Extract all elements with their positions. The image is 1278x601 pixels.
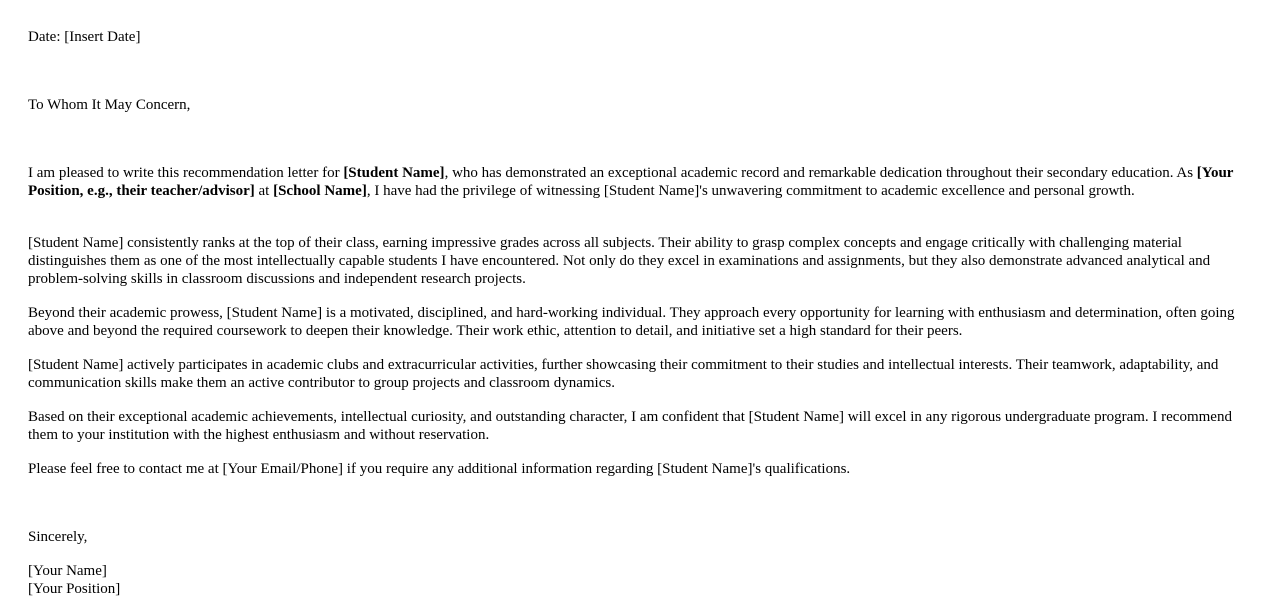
intro-text-1: I am pleased to write this recommendation letter for xyxy=(28,165,344,181)
letter-salutation: To Whom It May Concern, xyxy=(28,97,191,113)
paragraph-activities: [Student Name] actively participates in academic clubs and extracurricular activities, further showcasing their commitment to their studies and intellectual interests. Their teamwork, adaptability, and communication skills make them an active contributor to group projects and classroom dynamics. xyxy=(28,357,1219,391)
signature-name: [Your Name] xyxy=(28,563,107,579)
paragraph-recommendation: Based on their exceptional academic achievements, intellectual curiosity, and outstanding character, I am confident that [Student Name] will excel in any rigorous undergraduate program. I recommend them to your institution with the highest enthusiasm and without reservation. xyxy=(28,409,1232,443)
letter-date: Date: [Insert Date] xyxy=(28,29,141,45)
paragraph-character: Beyond their academic prowess, [Student Name] is a motivated, disciplined, and hard-working individual. They approach every opportunity for learning with enthusiasm and determination, often going above and beyond the required coursework to deepen their knowledge. Their work ethic, attention to detail, and initiative set a high standard for their peers. xyxy=(28,305,1235,339)
paragraph-contact: Please feel free to contact me at [Your Email/Phone] if you require any additional information regarding [Student Name]'s qualifications. xyxy=(28,461,851,477)
position-placeholder: [Your Position, e.g., their teacher/advisor] xyxy=(28,165,1234,199)
intro-text-3: at xyxy=(254,183,274,199)
school-name-placeholder: [School Name] xyxy=(273,183,367,199)
signature-position: [Your Position] xyxy=(28,581,121,597)
intro-text-4: , I have had the privilege of witnessing [Student Name]'s unwavering commitment to academic excellence and personal growth. xyxy=(366,183,1135,199)
student-name-placeholder: [Student Name] xyxy=(343,165,445,181)
intro-text-2: , who has demonstrated an exceptional academic record and remarkable dedication throughout their secondary education. As xyxy=(444,165,1197,181)
paragraph-academics: [Student Name] consistently ranks at the top of their class, earning impressive grades across all subjects. Their ability to grasp complex concepts and engage critically with challenging material distinguishes them as one of the most intellectually capable students I have encountered. Not only do they excel in examinations and assignments, but they also demonstrate advanced analytical and problem-solving skills in classroom discussions and independent research projects. xyxy=(28,235,1211,287)
letter-closing: Sincerely, xyxy=(28,529,88,545)
paragraph-introduction xyxy=(28,164,1258,200)
